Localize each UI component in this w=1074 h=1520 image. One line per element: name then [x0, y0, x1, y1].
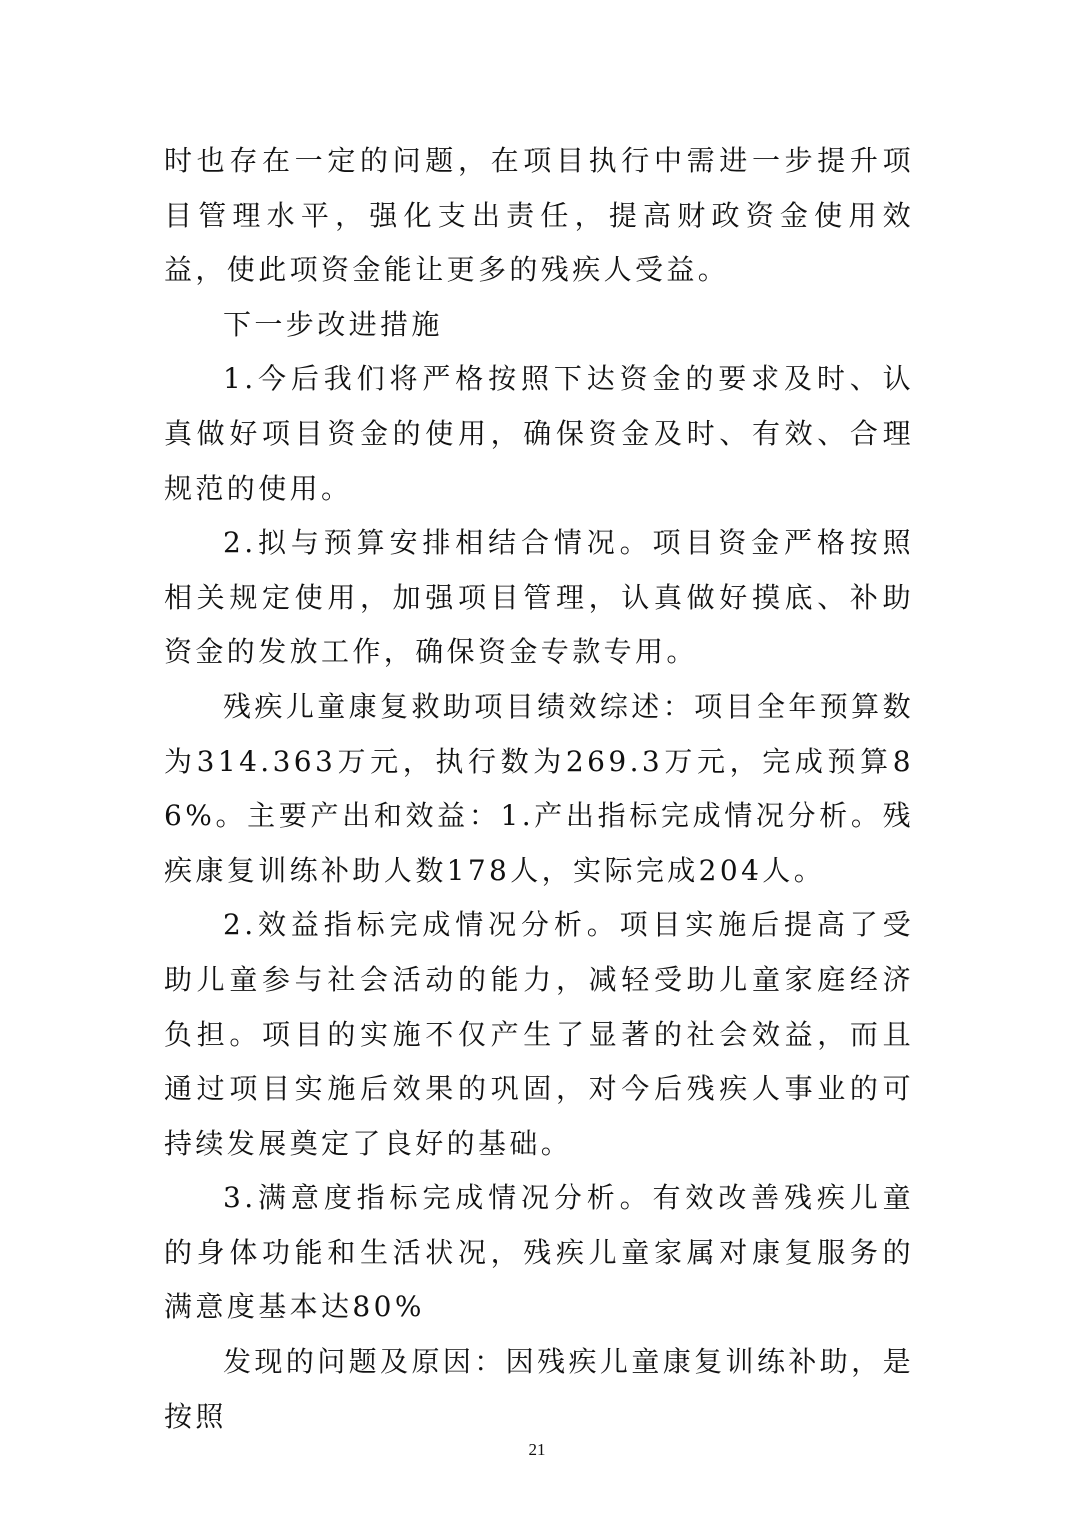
paragraph-problems-and-causes: 发现的问题及原因：因残疾儿童康复训练补助，是按照 [164, 1345, 914, 1433]
summary-lead: 残疾儿童康复救助项目绩效综述： [223, 689, 695, 723]
paragraph-problems-continued: 时也存在一定的问题，在项目执行中需进一步提升项目管理水平，强化支出责任，提高财政资金使用效益，使此项资金能让更多的残疾人受益。 [164, 144, 914, 287]
paragraph-measure-1: 1.今后我们将严格按照下达资金的要求及时、认真做好项目资金的使用，确保资金及时、有效、合理规范的使用。 [164, 362, 914, 505]
summary-text: 项目全年预算数为314.363万元，执行数为269.3万元，完成预算86%。主要产出和效益：1.产出指标完成情况分析。残疾康复训练补助人数178人，实际完成204人。 [164, 689, 914, 887]
paragraph-benefit-indicators: 2.效益指标完成情况分析。项目实施后提高了受助儿童参与社会活动的能力，减轻受助儿童家庭经济负担。项目的实施不仅产生了显著的社会效益，而且通过项目实施后效果的巩固，对今后残疾人事业的可持续发展奠定了良好的基础。 [164, 908, 914, 1160]
paragraph-measure-2: 2.拟与预算安排相结合情况。项目资金严格按照相关规定使用，加强项目管理，认真做好摸底、补助资金的发放工作，确保资金专款专用。 [164, 526, 914, 669]
page-number: 21 [528, 1440, 546, 1459]
paragraph-child-rehab-summary [164, 680, 914, 898]
paragraph-satisfaction-indicators: 3.满意度指标完成情况分析。有效改善残疾儿童的身体功能和生活状况，残疾儿童家属对康复服务的满意度基本达80% [164, 1181, 914, 1324]
heading-next-steps: 下一步改进措施 [223, 307, 443, 341]
body-text [164, 134, 914, 1444]
